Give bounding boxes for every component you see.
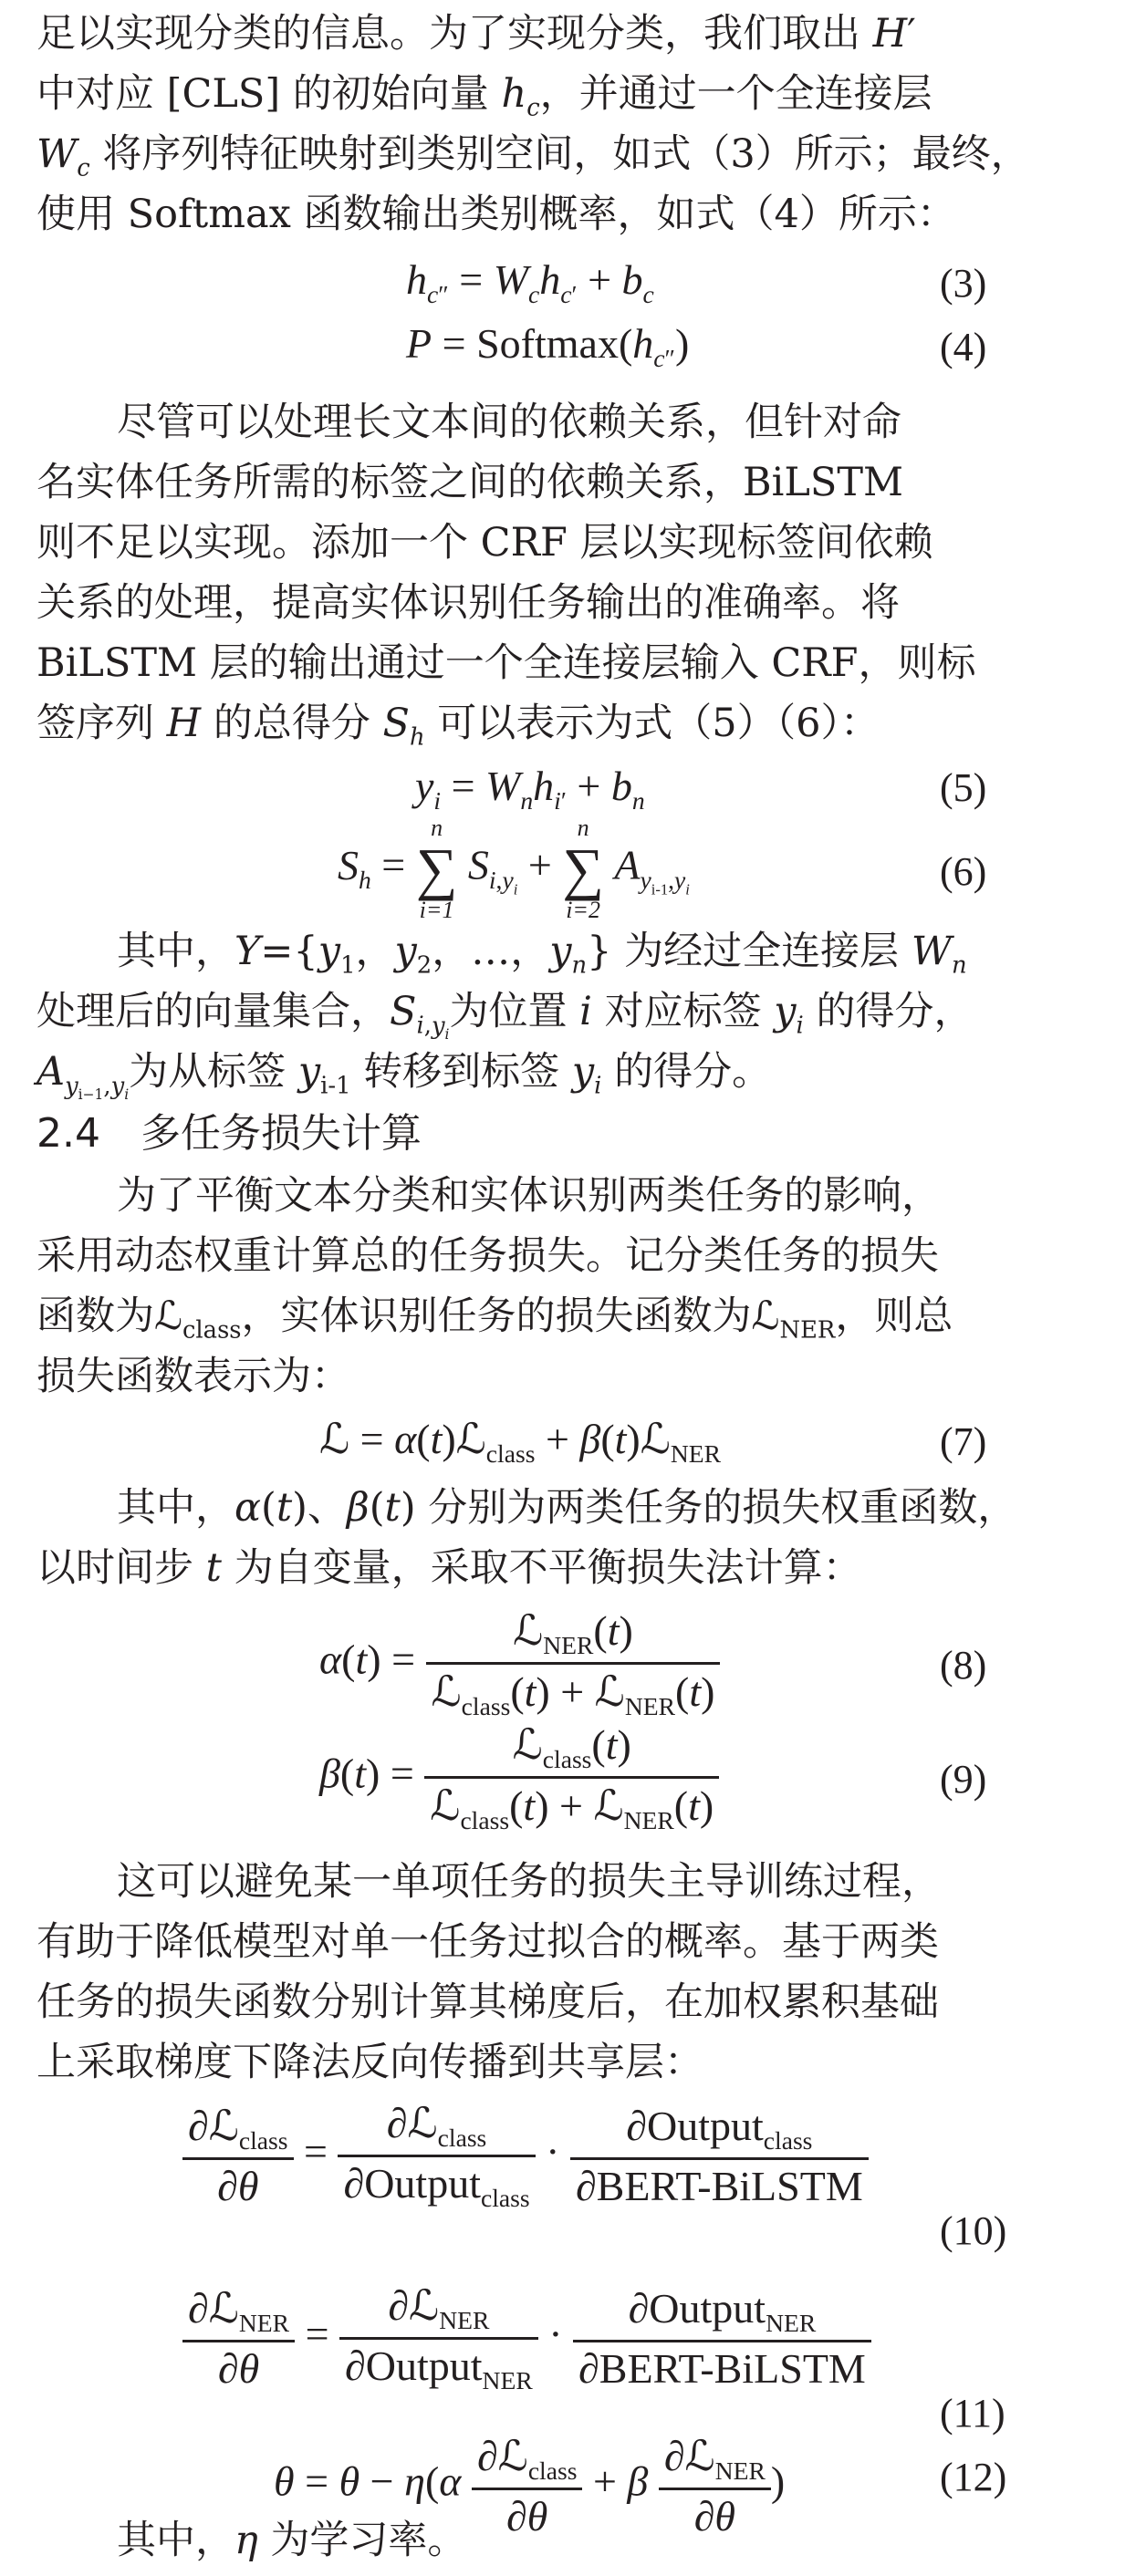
equation-11: $\frac{\partial ℒ_{NER}}{\partial\theta}$ = $\frac{\partial ℒ_{NER}}{\partial Output_{NER}}$ · $\frac{\partial Output_{NER}}{\text{∂BERT-BiLSTM}}$ [182,2280,871,2395]
text-line: 任务的损失函数分别计算其梯度后，在加权累积基础 [36,1979,939,2025]
equation-8: α(t) = $\frac{ℒ_{NER}(t)}{ℒ_{class}(t) + ℒ_{NER}(t)}$ [319,1605,720,1721]
text-line: 处理后的向量集合，$S_{i,y_i}$为位置 i 对应标签 $y_i$ 的得分， [36,989,974,1043]
text-line: 名实体任务所需的标签之间的依赖关系，BiLSTM [36,460,904,505]
equation-3: $h_{c''} = W_ch_{c'} + b_c$ [406,256,654,309]
text-line: 尽管可以处理长文本间的依赖关系，但针对命 [117,400,901,445]
equation-number: (11) [940,2391,1005,2436]
text-line: 这可以避免某一单项任务的损失主导训练过程， [117,1859,941,1905]
equation-number: (3) [940,261,987,306]
fraction: $\frac{\partial Output_{NER}}{\text{∂BERT-BiLSTM}}$ [573,2284,871,2393]
fraction: $\frac{\partial Output_{class}}{\text{∂BERT-BiLSTM}}$ [570,2102,869,2210]
text-line: 上采取梯度下降法反向传播到共享层： [36,2040,703,2085]
fraction: $\frac{\partial ℒ_{class}}{\partial\theta}$ [472,2431,583,2540]
text-line: 为了平衡文本分类和实体识别两类任务的影响， [117,1173,941,1219]
equation-6: $S_h$ = n ∑ i=1 $S_{i,y_i}$ + n ∑ i=2 $A_{y_{i-1},y_i}$ [338,815,690,923]
text-line: 其中，η 为学习率。 [117,2518,467,2563]
text-line: 签序列 H 的总得分 $S_h$ 可以表示为式（5）（6）： [36,701,880,752]
equation-9: β(t) = $\frac{ℒ_{class}(t)}{ℒ_{class}(t) + ℒ_{NER}(t)}$ [319,1719,719,1835]
fraction: $\frac{\partial ℒ_{class}}{\partial\theta}$ [182,2101,294,2210]
equation-7: ℒ = α(t)ℒ$_{class}$ + β(t)ℒ$_{NER}$ [319,1416,722,1469]
text-line: 中对应 [CLS] 的初始向量 $h_c$，并通过一个全连接层 [36,71,932,122]
fraction: $\frac{\partial ℒ_{NER}}{\partial\theta}$ [659,2431,771,2540]
text-line: $A_{y_{i-1},y_i}$为从标签 $y_{i-1}$ 转移到标签 $y_i$ 的得分。 [36,1049,772,1103]
equation-10: $\frac{\partial ℒ_{class}}{\partial\theta}$ = $\frac{\partial ℒ_{class}}{\partial Output_{class}}$ · $\frac{\partial Output_{class}}{\text{∂BERT-BiLSTM}}$ [182,2098,869,2213]
text-line: 使用 Softmax 函数输出类别概率，如式（4）所示： [36,192,956,237]
equation-number: (5) [940,765,987,810]
equation-12: θ = θ − η(α $\frac{\partial ℒ_{class}}{\partial\theta}$ + β $\frac{\partial ℒ_{NER}}{\partial\theta}$ ) [274,2433,786,2540]
text-line: $W_c$ 将序列特征映射到类别空间，如式（3）所示；最终， [36,131,1030,182]
equation-5: $y_i = W_nh_{i'} + b_n$ [415,763,645,815]
equation-number: (4) [940,325,987,369]
text-line: 其中，α(t)、β(t) 分别为两类任务的损失权重函数， [117,1485,1017,1531]
equation-number: (9) [940,1757,987,1802]
text-line: 损失函数表示为： [36,1354,350,1399]
equation-number: (6) [940,849,987,894]
text-line: 其中，$Y=\{y_1$，$y_2$，…，$y_n$} 为经过全连接层 $W_n$ [117,929,967,980]
sum-operator: n ∑ i=1 [415,815,458,923]
equation-number: (12) [940,2455,1007,2499]
text-line: 关系的处理，提高实体识别任务输出的准确率。将 [36,580,900,626]
text-line: 采用动态权重计算总的任务损失。记分类任务的损失 [36,1233,939,1279]
text-line: 函数为ℒ$_{class}$，实体识别任务的损失函数为ℒ$_{NER}$，则总 [36,1293,953,1345]
fraction: $\frac{ℒ_{class}(t)}{ℒ_{class}(t) + ℒ_{NER}(t)}$ [424,1719,719,1835]
sum-operator: n ∑ i=2 [562,815,604,923]
text-line: 足以实现分类的信息。为了实现分类，我们取出 H′ [36,11,916,57]
equation-number: (10) [940,2208,1007,2253]
equation-number: (7) [940,1419,987,1464]
equation-4: $P = Softmax(h_{c''})$ [406,320,690,373]
text-line: BiLSTM 层的输出通过一个全连接层输入 CRF，则标 [36,640,976,686]
fraction: $\frac{ℒ_{NER}(t)}{ℒ_{class}(t) + ℒ_{NER}(t)}$ [426,1605,721,1721]
text-line: 有助于降低模型对单一任务过拟合的概率。基于两类 [36,1919,939,1965]
text-line: 以时间步 t 为自变量，采取不平衡损失法计算： [36,1545,862,1591]
fraction: $\frac{\partial ℒ_{class}}{\partial Output_{class}}$ [338,2098,535,2213]
equation-number: (8) [940,1643,987,1688]
section-heading: 2.4 多任务损失计算 [36,1110,422,1157]
fraction: $\frac{\partial ℒ_{NER}}{\partial\theta}$ [182,2283,295,2393]
text-line: 则不足以实现。添加一个 CRF 层以实现标签间依赖 [36,520,933,566]
fraction: $\frac{\partial ℒ_{NER}}{\partial Output_{NER}}$ [339,2280,538,2395]
